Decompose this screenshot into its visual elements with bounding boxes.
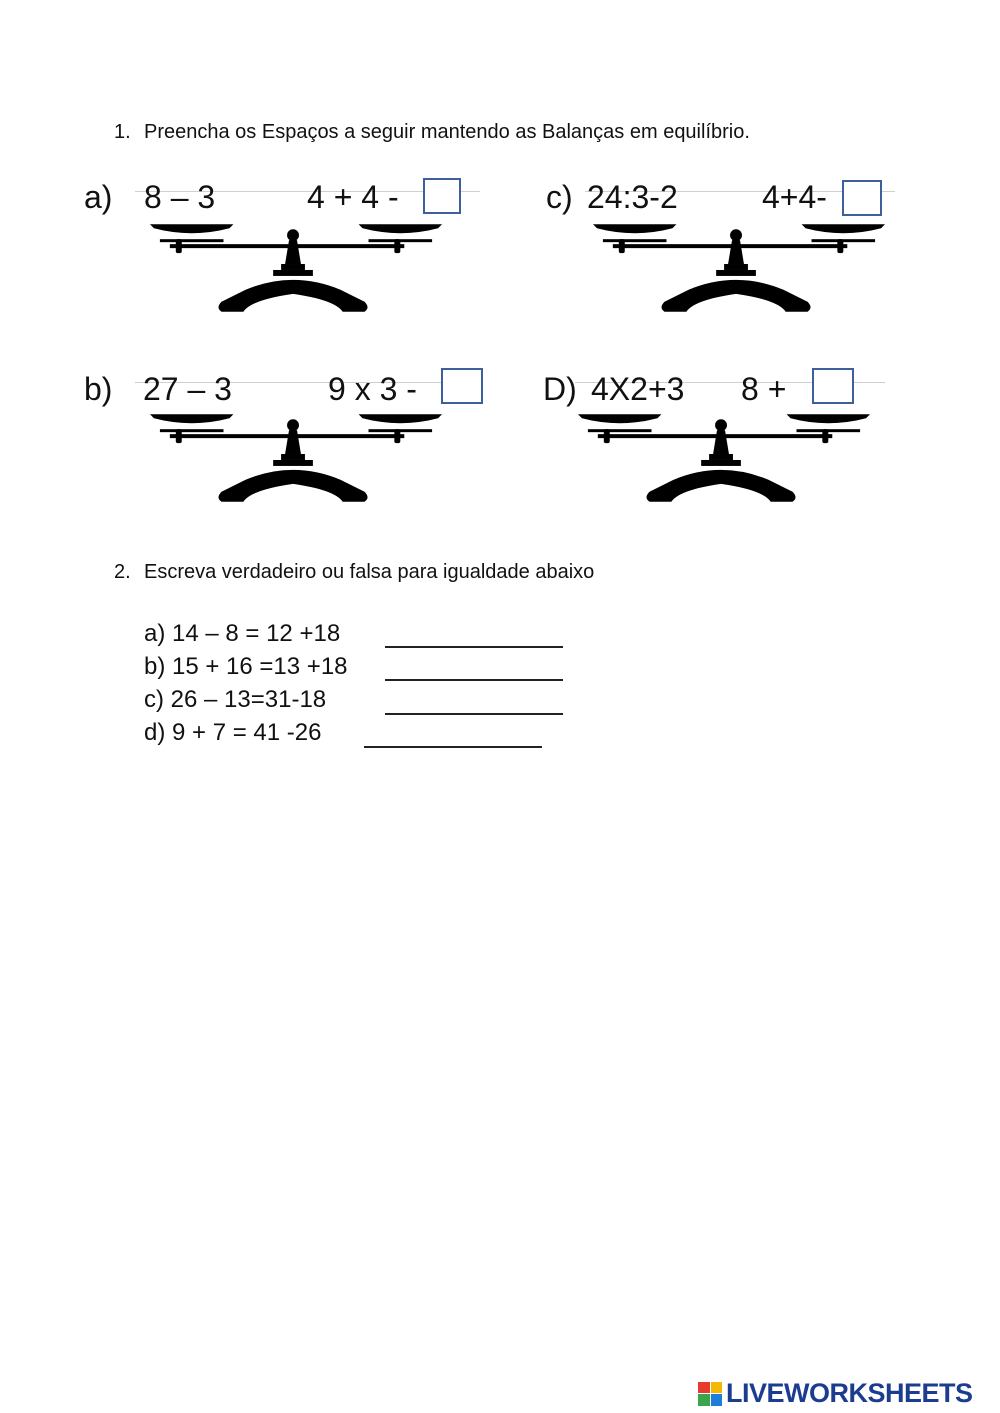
question-2-text: Escreva verdadeiro ou falsa para igualdade abaixo — [144, 561, 595, 583]
question-1-text: Preencha os Espaços a seguir mantendo as Balanças em equilíbrio. — [144, 121, 750, 143]
item-label: a) — [84, 179, 113, 215]
right-expression: 4 + 4 - — [307, 179, 399, 215]
item-label: D) — [543, 371, 577, 407]
equality-item: c) 26 – 13=31-18 — [144, 686, 327, 713]
left-expression: 8 – 3 — [144, 179, 216, 215]
balance-scale-icon — [589, 220, 889, 312]
right-expression: 9 x 3 - — [328, 371, 417, 407]
logo-square — [698, 1394, 710, 1406]
question-2-number: 2. — [114, 561, 131, 583]
answer-box[interactable] — [842, 180, 882, 216]
answer-blank[interactable] — [385, 622, 563, 648]
answer-blank[interactable] — [385, 689, 563, 715]
logo-square — [711, 1394, 723, 1406]
balance-scale-icon — [146, 220, 446, 312]
equality-item: d) 9 + 7 = 41 -26 — [144, 719, 322, 746]
logo-square — [698, 1382, 710, 1394]
item-label: c) — [546, 179, 573, 215]
left-expression: 24:3-2 — [587, 179, 678, 215]
answer-box[interactable] — [441, 368, 483, 404]
question-1-number: 1. — [114, 121, 131, 143]
answer-blank[interactable] — [385, 655, 563, 681]
answer-blank[interactable] — [364, 722, 542, 748]
equality-item: a) 14 – 8 = 12 +18 — [144, 620, 341, 647]
right-expression: 4+4- — [762, 179, 827, 215]
left-expression: 4X2+3 — [591, 371, 685, 407]
logo-square — [711, 1382, 723, 1394]
equality-item: b) 15 + 16 =13 +18 — [144, 653, 348, 680]
answer-box[interactable] — [812, 368, 854, 404]
right-expression: 8 + — [741, 371, 787, 407]
left-expression: 27 – 3 — [143, 371, 232, 407]
logo-text: LIVEWORKSHEETS — [726, 1378, 973, 1408]
item-label: b) — [84, 371, 113, 407]
balance-scale-icon — [146, 410, 446, 502]
logo-mark-icon — [698, 1382, 722, 1406]
liveworksheets-logo — [698, 1378, 973, 1409]
balance-scale-icon — [574, 410, 874, 502]
answer-box[interactable] — [423, 178, 461, 214]
